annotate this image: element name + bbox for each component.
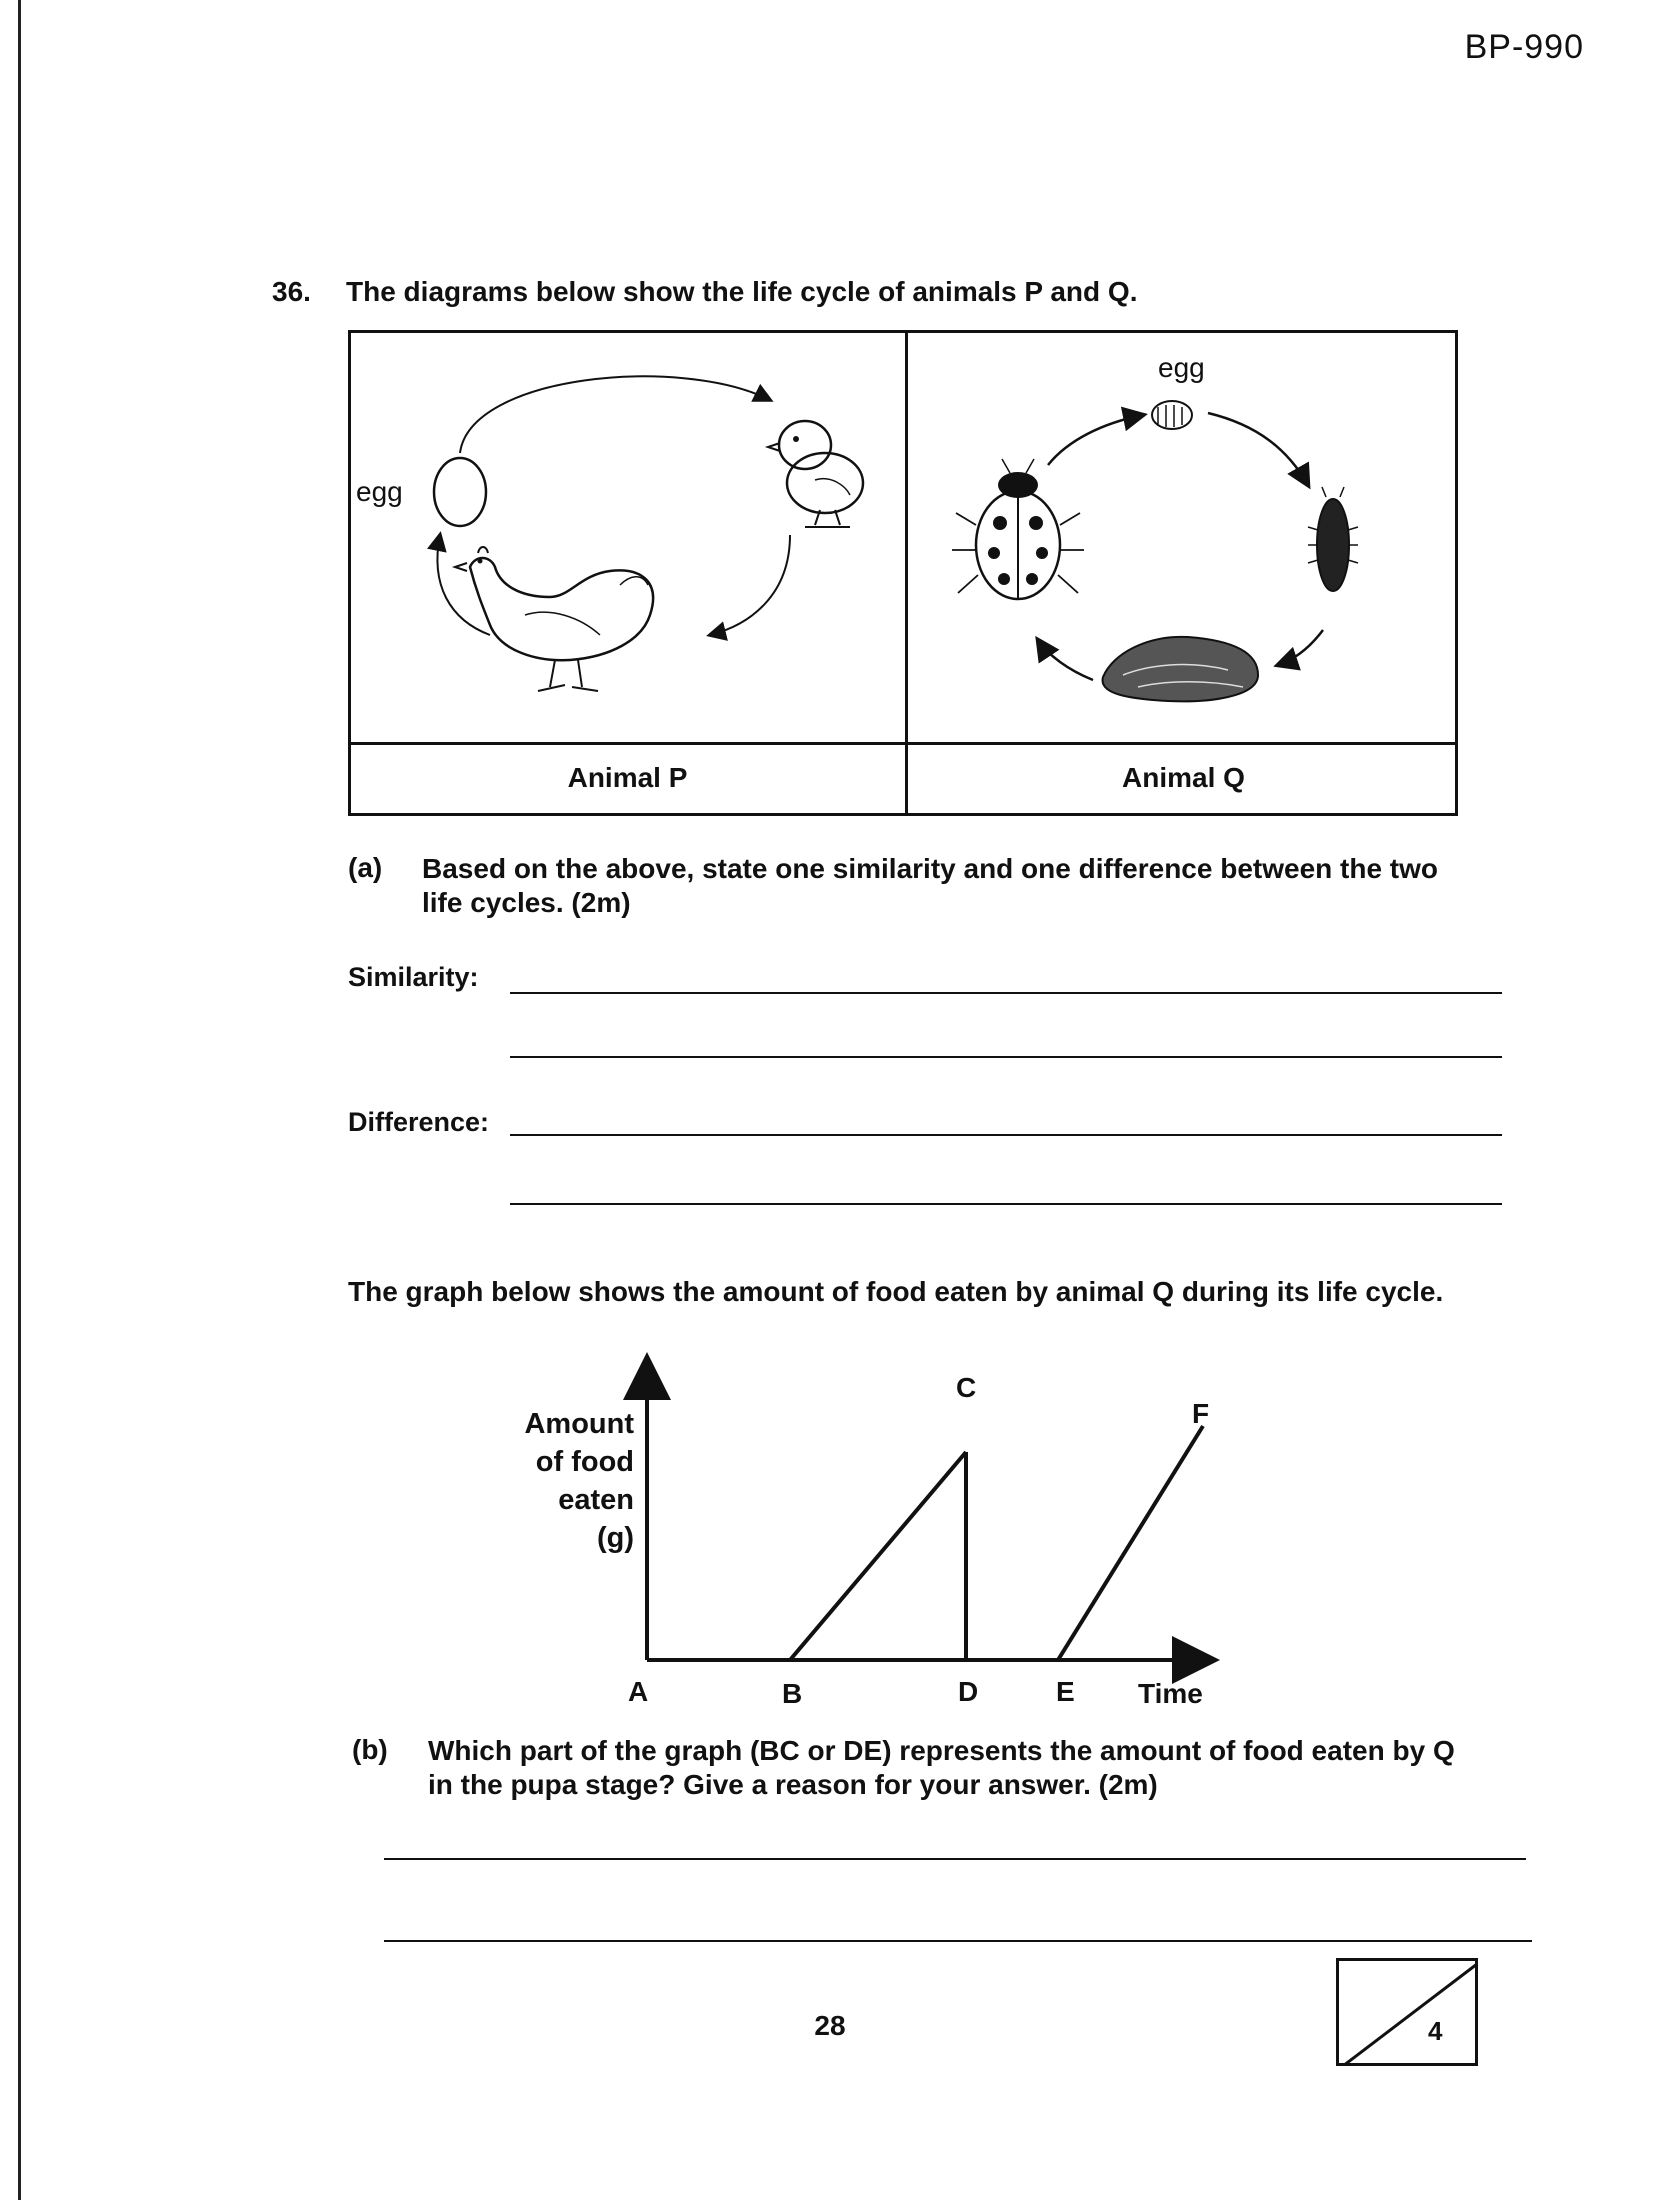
part-b-question-line2: in the pupa stage? Give a reason for your answer. (2m)	[428, 1769, 1158, 1800]
similarity-answer-line-1[interactable]	[510, 992, 1502, 994]
arrow-larva-to-pupa	[1278, 630, 1323, 665]
point-a-label: A	[628, 1676, 649, 1707]
part-b-answer-line-1[interactable]	[384, 1858, 1526, 1860]
similarity-label: Similarity:	[348, 962, 479, 992]
ladybird-icon	[952, 459, 1084, 599]
arrow-egg-to-chick	[460, 376, 770, 453]
page-margin-rule	[18, 0, 21, 2200]
egg-cluster-icon	[1152, 401, 1192, 429]
point-d-label: D	[958, 1676, 979, 1707]
arrow-chick-to-hen	[710, 535, 790, 635]
table-caption-rule	[348, 742, 1458, 745]
marks-box	[1336, 1958, 1478, 2066]
part-b-label: (b)	[352, 1734, 388, 1765]
larva-icon	[1308, 487, 1358, 591]
total-marks: 4	[1428, 2016, 1443, 2046]
similarity-answer-line-2[interactable]	[510, 1056, 1502, 1058]
animal-p-life-cycle-diagram	[350, 335, 902, 739]
part-a-label: (a)	[348, 852, 383, 883]
point-b-label: B	[782, 1678, 803, 1709]
segment-ef	[1058, 1426, 1203, 1660]
food-eaten-graph	[600, 1340, 1240, 1680]
arrow-hen-to-egg	[437, 535, 490, 635]
difference-label: Difference:	[348, 1107, 490, 1137]
part-b-answer-line-2[interactable]	[384, 1940, 1532, 1942]
animal-q-egg-label: egg	[1158, 352, 1205, 383]
arrow-egg-to-larva	[1208, 413, 1308, 485]
animal-p-caption: Animal P	[567, 762, 688, 793]
point-c-label: C	[956, 1372, 977, 1403]
arrow-pupa-to-adult	[1038, 640, 1093, 680]
part-a-question-line1: Based on the above, state one similarity and one difference between the two	[422, 853, 1439, 884]
segment-bc	[790, 1452, 966, 1660]
paper-code: BP-990	[1464, 28, 1584, 66]
part-a-question-line2: life cycles. (2m)	[422, 887, 631, 918]
question-number: 36.	[272, 276, 311, 307]
graph-intro-text: The graph below shows the amount of food eaten by animal Q during its life cycle.	[348, 1276, 1444, 1307]
chick-icon	[768, 421, 863, 527]
arrow-adult-to-egg	[1048, 415, 1143, 465]
pupa-icon	[1103, 637, 1258, 702]
difference-answer-line-1[interactable]	[510, 1134, 1502, 1136]
page-number: 28	[814, 2010, 846, 2041]
graph-y-axis-label: Amount of food eaten (g)	[524, 1408, 634, 1554]
animal-q-life-cycle-diagram	[908, 335, 1456, 739]
question-stem: The diagrams below show the life cycle of animals P and Q.	[346, 276, 1138, 307]
point-e-label: E	[1056, 1676, 1075, 1707]
part-b-question-line1: Which part of the graph (BC or DE) represents the amount of food eaten by Q	[428, 1735, 1455, 1766]
animal-q-caption: Animal Q	[1122, 762, 1245, 793]
difference-answer-line-2[interactable]	[510, 1203, 1502, 1205]
animal-p-egg-label: egg	[356, 476, 403, 507]
hen-icon	[455, 547, 653, 691]
point-f-label: F	[1192, 1398, 1210, 1429]
egg-icon	[434, 458, 486, 526]
graph-x-axis-label: Time	[1138, 1678, 1203, 1709]
